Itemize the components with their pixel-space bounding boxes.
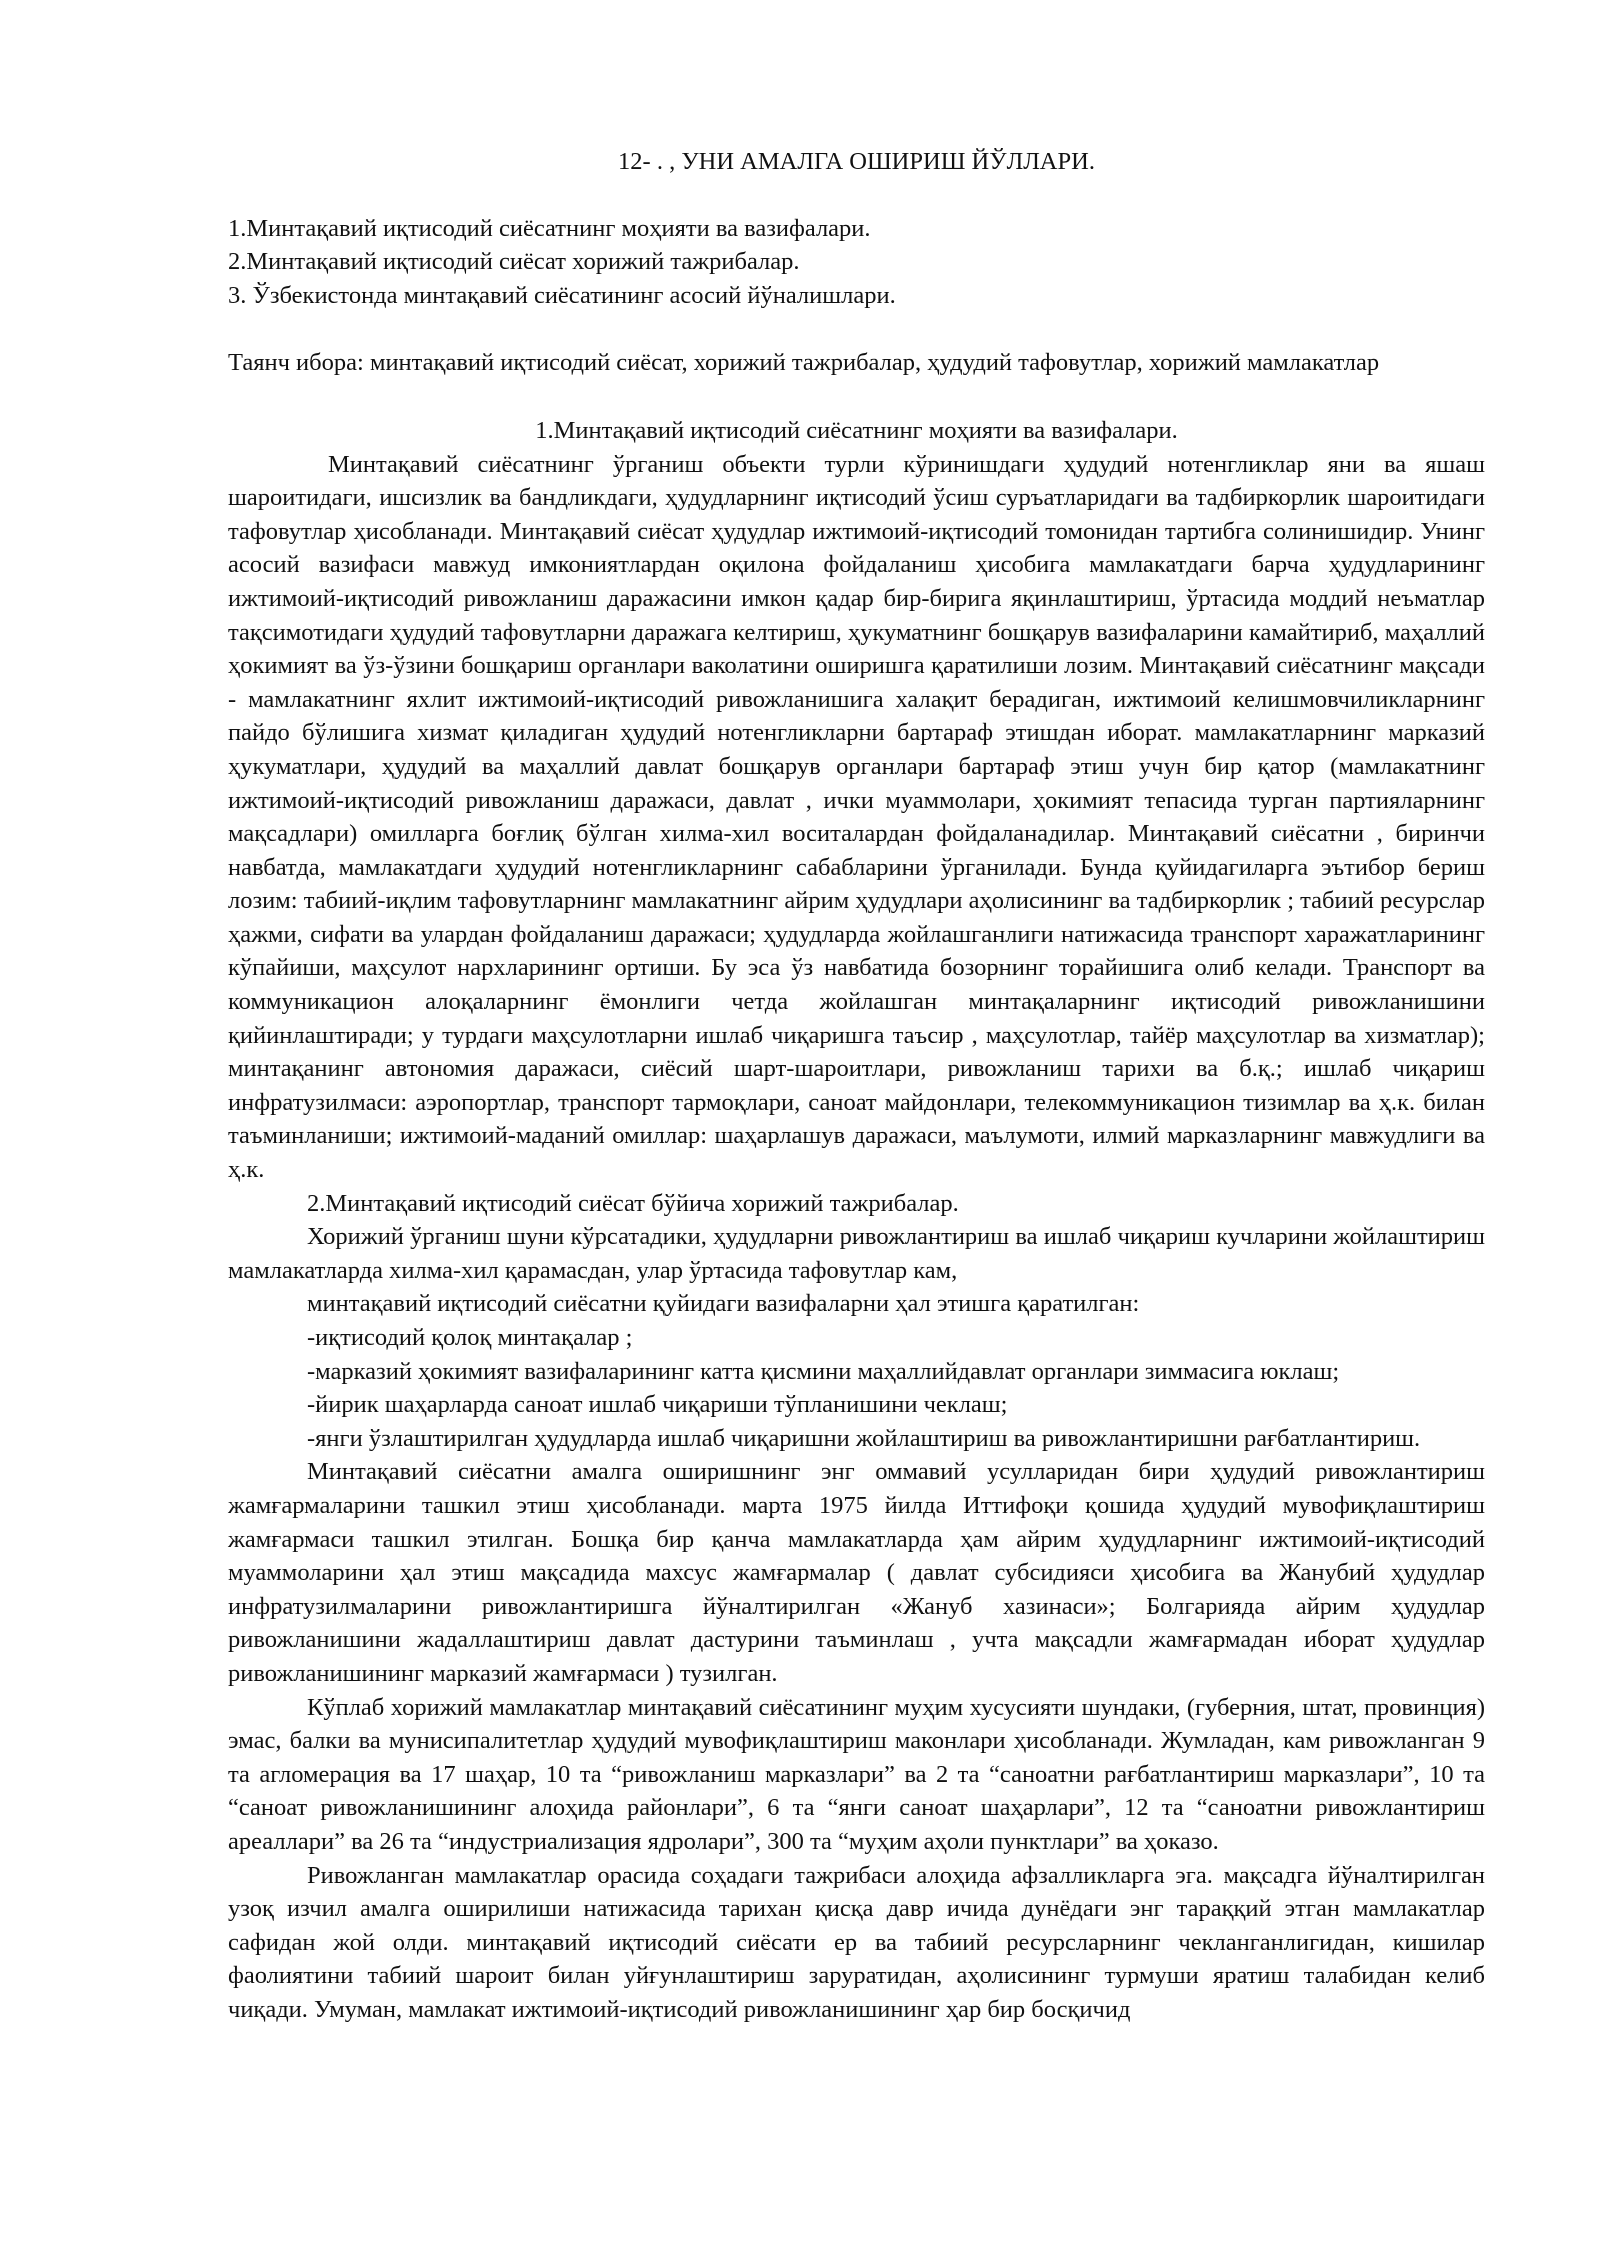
body-paragraph-5: Кўплаб хорижий мамлакатлар минтақавий сиёсатининг муҳим хусусияти шундаки, (губерния, штат, провинция) эмас, балки ва мунисипалитетлар ҳудудий мувофиқлаштириш маконлари ҳисобланади. Жумладан, кам ривожланган 9 та агломерация ва 17 шаҳар, 10 та “ривожланиш марказлари” ва 2 та “саноатни рағбатлантириш марказлари”, 10 та “саноат ривожланишининг алоҳида районлари”, 6 та “янги саноат шаҳарлари”, 12 та “саноатни ривожлантириш ареаллари” ва 26 та “индустриализация ядролари”, 300 та “муҳим аҳоли пунктлари” ва ҳоказо. — [228, 1693, 1485, 1855]
keywords-paragraph: Таянч ибора: минтақавий иқтисодий сиёсат, хорижий тажрибалар, ҳудудий тафовутлар, хорижий мамлакатлар — [228, 349, 1380, 377]
body-paragraph-4: Минтақавий сиёсатни амалга оширишнинг энг оммавий усулларидан бири ҳудудий ривожлантириш жамғармаларини ташкил этиш ҳисобланади. марта 1975 йилда Иттифоқи қошида ҳудудий мувофиқлаштириш жамғармаси ташкил этилган. Бошқа бир қанча мамлакатларда ҳам айрим ҳудудларнинг ижтимоий-иқтисодий муаммоларини ҳал этиш мақсадида махсус жамғармалар ( давлат субсидияси ҳисобига ва Жанубий ҳудудлар инфратузилмаларини ривожлантиришга йўналтирилган «Жануб хазинаси»; Болгарияда айрим ҳудудлар ривожланишини жадаллаштириш давлат дастурини таъминлаш , учта мақсадли жамғармадан иборат ҳудудлар ривожланишининг марказий жамғармаси ) тузилган. — [228, 1458, 1485, 1687]
list-item: -иқтисодий қолоқ минтақалар ; — [307, 1324, 633, 1351]
section-2-heading: 2.Минтақавий иқтисодий сиёсат бўйича хорижий тажрибалар. — [307, 1189, 959, 1217]
document-page — [228, 145, 1485, 2026]
outline-item: 3. Ўзбекистонда минтақавий сиёсатининг асосий йўналишлари. — [228, 281, 896, 309]
document-title: 12- . , УНИ АМАЛГА ОШИРИШ ЙЎЛЛАРИ. — [618, 148, 1095, 175]
section-1-heading: 1.Минтақавий иқтисодий сиёсатнинг моҳияти ва вазифалари. — [535, 416, 1178, 444]
body-paragraph-2: Хорижий ўрганиш шуни кўрсатадики, ҳудудларни ривожлантириш ва ишлаб чиқариш кучларини жойлаштириш мамлакатларда хилма-хил қарамасдан, улар ўртасида тафовутлар кам, — [228, 1223, 1485, 1284]
list-item-last: -янги ўзлаштирилган ҳудудларда ишлаб чиқаришни жойлаштириш ва ривожлантиришни рағбатлантириш. — [307, 1424, 1421, 1452]
list-item: -марказий ҳокимият вазифаларининг катта қисмини маҳаллийдавлат органлари зиммасига юклаш; — [307, 1357, 1340, 1385]
body-paragraph-1: Минтақавий сиёсатнинг ўрганиш объекти турли кўринишдаги ҳудудий нотенгликлар яни ва яшаш шароитидаги, ишсизлик ва бандликдаги, ҳудудларнинг иқтисодий ўсиш суръатларидаги ва тадбиркорлик шароитидаги тафовутлар ҳисобланади. Минтақавий сиёсат ҳудудлар ижтимоий-иқтисодий томонидан тартибга солинишидир. Унинг асосий вазифаси мавжуд имкониятлардан оқилона фойдаланиш ҳисобига мамлакатдаги барча ҳудудларининг ижтимоий-иқтисодий ривожланиш даражасини имкон қадар бир-бирига яқинлаштириш, ўртасида моддий неъматлар тақсимотидаги ҳудудий тафовутларни даражага келтириш, ҳукуматнинг бошқарув вазифаларини камайтириб, маҳаллий ҳокимият ва ўз-ўзини бошқариш органлари ваколатини оширишга қаратилиши лозим. Минтақавий сиёсатнинг мақсади - мамлакатнинг яхлит ижтимоий-иқтисодий ривожланишига халақит берадиган, ижтимоий келишмовчиликларнинг пайдо бўлишига хизмат қиладиган ҳудудий нотенгликларни бартараф этишдан иборат. мамлакатларнинг марказий ҳукуматлари, ҳудудий ва маҳаллий давлат бошқарув органлари бартараф этиш учун бир қатор (мамлакатнинг ижтимоий-иқтисодий ривожланиш даражаси, давлат , ички муаммолари, ҳокимият тепасида турган партияларнинг мақсадлари) омилларга боғлиқ бўлган хилма-хил воситалардан фойдаланадилар. Минтақавий сиёсатни , биринчи навбатда, мамлакатдаги ҳудудий нотенгликларнинг сабабларини ўрганилади. Бунда қуйидагиларга эътибор бериш лозим: табиий-иқлим тафовутларнинг мамлакатнинг айрим ҳудудлари аҳолисининг ва тадбиркорлик ; табиий ресурслар ҳажми, сифати ва улардан фойдаланиш даражаси; ҳудудларда жойлашганлиги натижасида транспорт харажатларининг кўпайиши, маҳсулот нархларининг ортиши. Бу эса ўз навбатида бозорнинг торайишига олиб келади. Транспорт ва коммуникацион алоқаларнинг ёмонлиги четда жойлашган минтақаларнинг иқтисодий ривожланишини қийинлаштиради; у турдаги маҳсулотларни ишлаб чиқаришга таъсир , маҳсулотлар, тайёр маҳсулотлар ва хизматлар); минтақанинг автономия даражаси, сиёсий шарт-шароитлари, ривожланиш тарихи ва б.қ.; ишлаб чиқариш инфратузилмаси: аэропортлар, транспорт тармоқлари, саноат майдонлари, телекоммуникацион тизимлар ва ҳ.к. билан таъминланиши; ижтимоий-маданий омиллар: шаҳарлашув даражаси, маълумоти, илмий марказларнинг мавжудлиги ва ҳ.к. — [228, 450, 1485, 1184]
outline-item: 2.Минтақавий иқтисодий сиёсат хорижий тажрибалар. — [228, 248, 800, 276]
list-item: -йирик шаҳарларда саноат ишлаб чиқариши тўпланишини чеклаш; — [307, 1391, 1008, 1419]
body-paragraph-3: минтақавий иқтисодий сиёсатни қуйидаги вазифаларни ҳал этишга қаратилган: — [307, 1290, 1140, 1318]
outline-item: 1.Минтақавий иқтисодий сиёсатнинг моҳияти ва вазифалари. — [228, 214, 871, 242]
body-paragraph-6: Ривожланган мамлакатлар орасида соҳадаги тажрибаси алоҳида афзалликларга эга. мақсадга йўналтирилган узоқ изчил амалга оширилиши натижасида тарихан қисқа давр ичида дунёдаги энг тараққий этган мамлакатлар сафидан жой олди. минтақавий иқтисодий сиёсати ер ва табиий ресурсларнинг чекланганлигидан, кишилар фаолиятини табиий шароит билан уйғунлаштириш заруратидан, аҳолисининг турмуши яратиш талабидан келиб чиқади. Умуман, мамлакат ижтимоий-иқтисодий ривожланишининг ҳар бир босқичид — [228, 1861, 1485, 2023]
topic-outline — [228, 212, 1485, 313]
